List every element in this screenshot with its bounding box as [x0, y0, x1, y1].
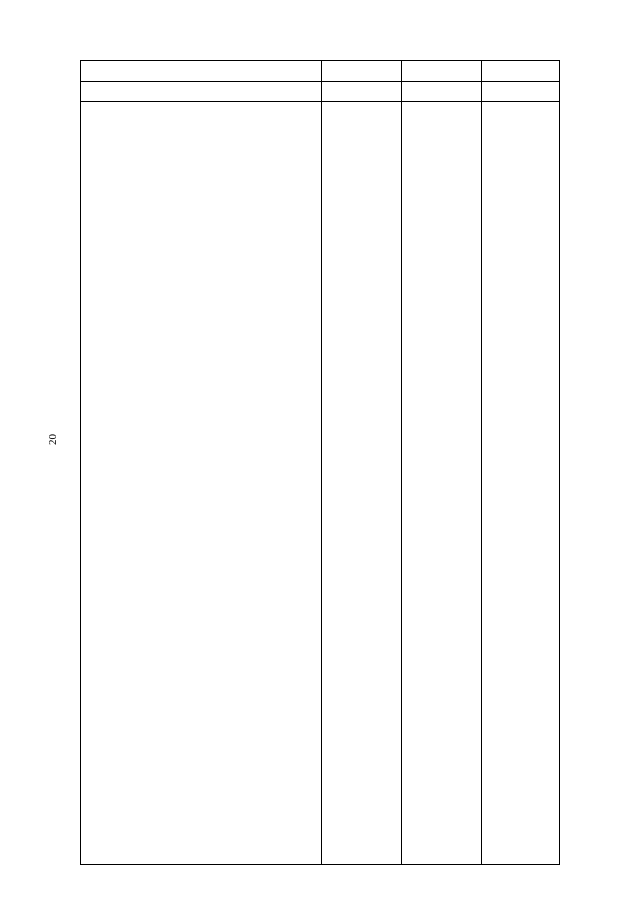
table-column-divider: [321, 61, 322, 864]
budget-table: [80, 60, 560, 865]
table-row-divider: [81, 101, 559, 102]
table-column-divider: [401, 61, 402, 864]
table-row-divider: [81, 81, 559, 82]
table-column-divider: [481, 61, 482, 864]
page-number: 20: [47, 434, 59, 445]
